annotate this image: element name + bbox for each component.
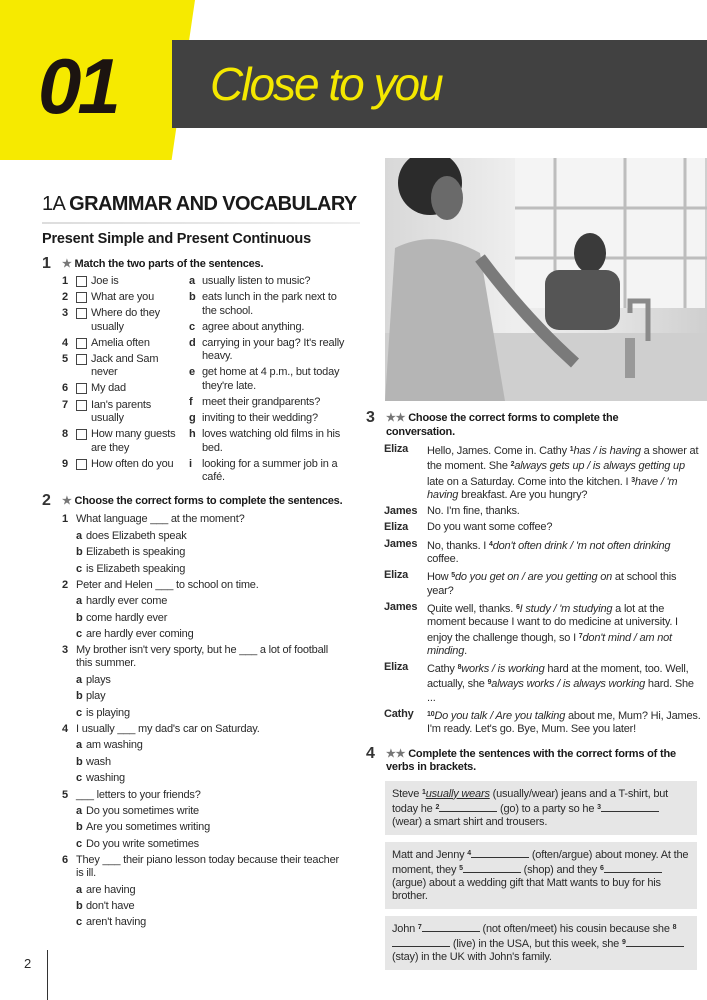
speaker-name: Eliza	[384, 521, 409, 534]
item-superscript: 6	[599, 864, 604, 872]
dialogue-text	[427, 601, 701, 658]
item-superscript: 7	[417, 923, 422, 931]
match-left-item	[62, 291, 182, 305]
option-text: washing	[86, 772, 125, 785]
answer-choice[interactable]: don't often drink / 'm not often drinking	[492, 539, 671, 552]
text: No. I'm fine, thanks.	[427, 505, 520, 518]
question	[62, 513, 347, 526]
text: coffee.	[427, 553, 459, 566]
option-text: come hardly ever	[86, 611, 168, 624]
option-letter: b	[76, 690, 83, 703]
text: about me, Mum? Hi, James. I'm ready. Let's go. Bye, Mum. See you later!	[427, 710, 701, 736]
match-left-item	[62, 307, 182, 334]
item-letter: b	[189, 291, 196, 304]
answer-checkbox[interactable]	[76, 400, 87, 411]
option-letter: b	[76, 611, 83, 624]
speaker-name: James	[384, 537, 418, 550]
instruction-text: Choose the correct forms to complete the conversation.	[386, 412, 619, 438]
option-text: are having	[86, 883, 136, 896]
item-superscript: 1	[422, 788, 426, 796]
item-superscript: 4	[467, 849, 471, 857]
exercise-4-instruction	[386, 748, 676, 775]
item-text: loves watching old films in his bed.	[202, 428, 341, 454]
option-text: don't have	[86, 899, 135, 912]
item-letter: f	[189, 395, 193, 408]
item-text: Amelia often	[91, 336, 150, 349]
option-text: plays	[86, 673, 111, 686]
text: late on a Saturday. Come into the kitchen. I	[427, 475, 632, 488]
text: Hello, James. Come in. Cathy	[427, 445, 570, 457]
text: (stay) in the UK with John's family.	[392, 951, 552, 964]
dialogue-line	[384, 569, 701, 598]
instruction-text: Match the two parts of the sentences.	[74, 258, 264, 270]
item-text: looking for a summer job in a café.	[202, 457, 338, 484]
text: Matt and Jenny	[392, 848, 468, 861]
item-text: How many guests are they	[91, 428, 176, 454]
question	[62, 789, 347, 802]
answer-option[interactable]	[76, 756, 347, 769]
option-letter: c	[76, 706, 82, 719]
question-text: I usually ___ my dad's car on Saturday.	[76, 723, 260, 736]
item-number: 3	[62, 307, 68, 320]
item-text: eats lunch in the park next to the school.	[202, 291, 337, 317]
option-letter: b	[76, 899, 83, 912]
answer-blank[interactable]	[392, 937, 450, 947]
text: a shower at the moment. She	[427, 445, 699, 473]
answer-choice[interactable]: don't mind / am not minding	[427, 631, 672, 657]
match-right-item	[189, 337, 347, 364]
item-superscript: 5	[459, 864, 463, 872]
exercise-3-instruction	[386, 412, 646, 439]
option-letter: a	[76, 804, 82, 817]
answer-choice[interactable]: I study / 'm studying	[519, 602, 613, 615]
answer-checkbox[interactable]	[76, 383, 87, 394]
question-text: My brother isn't very sporty, but he ___ a lot of football this summer.	[76, 644, 328, 670]
question-number: 4	[62, 723, 68, 736]
speaker-name: James	[384, 505, 418, 518]
match-left-item	[62, 337, 182, 351]
section-heading	[42, 193, 357, 216]
question-number: 3	[62, 644, 68, 657]
question-text: Peter and Helen ___ to school on time.	[76, 578, 259, 591]
dialogue-line	[384, 601, 701, 658]
exercise-1-instruction	[62, 258, 347, 272]
question-text: What language ___ at the moment?	[76, 513, 245, 526]
item-letter: d	[189, 336, 196, 349]
item-number: 8	[62, 428, 68, 441]
item-number: 4	[62, 336, 68, 349]
item-letter: g	[189, 412, 196, 425]
item-superscript: 3	[631, 476, 635, 484]
item-text: get home at 4 p.m., but today they're late.	[202, 366, 340, 392]
left-column	[42, 255, 347, 933]
text: hard at the moment, too. Well, actually, she	[427, 663, 689, 691]
option-text: play	[86, 690, 106, 703]
answer-blank[interactable]	[463, 863, 521, 873]
text: (argue) about a wedding gift that Matt wants to buy for his brother.	[392, 877, 661, 903]
item-superscript: 8	[457, 664, 462, 672]
item-superscript: 1	[569, 446, 574, 453]
exercise-1-columns	[62, 275, 347, 487]
answer-option[interactable]	[76, 838, 347, 851]
item-letter: i	[189, 457, 192, 470]
text: a lot at the moment because I want to do medicine at university. I enjoy the challenge though, so I	[427, 602, 678, 644]
item-number: 5	[62, 352, 68, 365]
option-text: are hardly ever coming	[86, 628, 194, 641]
dialogue-text	[427, 443, 701, 502]
exercise-3-number: 3	[366, 409, 375, 426]
difficulty-star-icon: ★	[62, 258, 72, 270]
answer-blank[interactable]	[626, 937, 684, 947]
match-right-item	[189, 291, 347, 318]
difficulty-stars-icon: ★★	[386, 412, 406, 424]
exercise-3-conversation	[384, 443, 701, 740]
item-superscript: 7	[578, 632, 583, 640]
page-margin-line	[47, 950, 48, 1000]
answer-option[interactable]	[76, 707, 347, 720]
answer-checkbox[interactable]	[76, 292, 87, 303]
question-text: They ___ their piano lesson today because their teacher is ill.	[76, 854, 339, 880]
item-text: meet their grandparents?	[202, 395, 321, 408]
item-text: Joe is	[91, 275, 119, 287]
option-letter: c	[76, 772, 82, 785]
option-letter: c	[76, 628, 82, 641]
exercise-1-left-column	[62, 275, 182, 487]
exercise-2-header	[42, 492, 347, 510]
dialogue-line	[384, 538, 701, 567]
text: (go) to a party so he	[497, 802, 598, 815]
question	[62, 579, 347, 592]
item-number: 9	[62, 457, 68, 470]
exercise-1-number: 1	[42, 255, 51, 272]
match-right-item	[189, 275, 347, 289]
answer-choice[interactable]: Do you talk / Are you talking	[434, 710, 566, 723]
item-letter: h	[189, 428, 196, 441]
kitchen-photo	[385, 158, 707, 401]
exercise-2-instruction	[62, 495, 347, 509]
match-right-item	[189, 396, 347, 410]
match-left-item	[62, 458, 182, 472]
answer-option[interactable]	[76, 772, 347, 785]
answer-choice[interactable]: do you get on / are you getting on	[454, 571, 613, 584]
dialogue-text	[427, 708, 701, 737]
section-title: GRAMMAR AND VOCABULARY	[69, 193, 357, 215]
item-superscript: 3	[597, 803, 601, 811]
item-number: 1	[62, 275, 68, 287]
option-text: Are you sometimes writing	[86, 821, 210, 834]
exercise-4-box-2	[385, 842, 697, 909]
match-right-item	[189, 428, 347, 455]
answer-option[interactable]	[76, 563, 347, 576]
question-number: 2	[62, 578, 68, 591]
text: No, thanks. I	[427, 539, 490, 552]
answer-option[interactable]	[76, 690, 347, 703]
dialogue-line	[384, 443, 701, 502]
option-letter: a	[76, 883, 82, 896]
text: (not often/meet) his cousin because she	[479, 922, 673, 935]
option-text: Do you write sometimes	[86, 837, 199, 850]
question-number: 6	[62, 854, 68, 867]
answer-option[interactable]	[76, 884, 347, 897]
text: (usually/wear) jeans and a T-shirt, but today he	[392, 787, 669, 815]
photo-illustration	[385, 158, 707, 401]
match-right-item	[189, 366, 347, 393]
answer-option[interactable]	[76, 628, 347, 641]
exercise-2-questions	[62, 513, 347, 932]
question-number: 5	[62, 788, 68, 801]
right-column	[366, 409, 701, 977]
answer-option[interactable]	[76, 805, 347, 818]
answer-option[interactable]	[76, 821, 347, 834]
answer-option[interactable]	[76, 739, 347, 752]
item-text: Jack and Sam never	[91, 352, 159, 379]
text: .	[464, 644, 467, 657]
dialogue-text	[427, 569, 701, 598]
match-left-item	[62, 399, 182, 426]
text: (often/argue) about money. At the moment, they	[392, 848, 689, 876]
answer-option[interactable]	[76, 595, 347, 608]
item-text: What are you	[91, 291, 155, 304]
option-letter: c	[76, 562, 82, 575]
dialogue-text	[427, 538, 701, 567]
exercise-4-box-1	[385, 781, 697, 835]
page-number: 2	[24, 956, 32, 971]
item-superscript: 2	[510, 461, 515, 469]
item-letter: c	[189, 320, 195, 333]
text: (wear) a smart shirt and trousers.	[392, 816, 548, 829]
match-right-item	[189, 321, 347, 335]
difficulty-stars-icon: ★★	[386, 747, 406, 760]
option-letter: b	[76, 546, 83, 559]
match-right-item	[189, 412, 347, 426]
example-answer: usually wears	[425, 787, 490, 800]
item-superscript: 9	[621, 939, 626, 947]
item-text: usually listen to music?	[202, 275, 311, 287]
answer-checkbox[interactable]	[76, 459, 87, 470]
speaker-name: Eliza	[384, 661, 409, 674]
answer-blank[interactable]	[604, 863, 662, 873]
answer-choice[interactable]: works / is working	[461, 663, 545, 676]
question	[62, 723, 347, 736]
speaker-name: James	[384, 600, 418, 613]
question-number: 1	[62, 513, 68, 526]
item-text: Ian's parents usually	[91, 398, 152, 425]
item-number: 2	[62, 291, 68, 304]
exercise-4-number: 4	[366, 744, 375, 762]
item-text: My dad	[91, 382, 126, 395]
question-text: ___ letters to your friends?	[76, 788, 201, 801]
speaker-name: Cathy	[384, 708, 414, 721]
text: How	[427, 571, 452, 584]
answer-option[interactable]	[76, 546, 347, 559]
option-letter: a	[76, 595, 82, 608]
item-superscript: 4	[489, 540, 493, 548]
item-superscript: 8	[672, 923, 677, 931]
option-letter: a	[76, 529, 82, 542]
answer-choice[interactable]: always gets up / is always getting up	[514, 460, 685, 473]
answer-blank[interactable]	[601, 802, 659, 812]
answer-blank[interactable]	[422, 922, 480, 932]
answer-checkbox[interactable]	[76, 354, 87, 365]
text: Quite well, thanks.	[427, 602, 516, 615]
option-text: hardly ever come	[86, 595, 168, 608]
match-left-item	[62, 382, 182, 396]
question	[62, 644, 347, 670]
section-divider	[42, 222, 360, 224]
text: hard. She ...	[427, 678, 694, 704]
option-letter: b	[76, 821, 83, 834]
exercise-4-boxes	[366, 781, 701, 977]
text: at school this year?	[427, 571, 677, 597]
exercise-1-right-column	[189, 275, 347, 487]
section-code: 1A	[42, 193, 65, 215]
answer-checkbox[interactable]	[76, 276, 87, 287]
option-text: Elizabeth is speaking	[86, 546, 186, 559]
instruction-text: Complete the sentences with the correct forms of the verbs in brackets.	[386, 747, 676, 774]
match-left-item	[62, 275, 182, 289]
match-left-item	[62, 428, 182, 455]
item-text: carrying in your bag? It's really heavy.	[202, 336, 345, 363]
option-letter: c	[76, 837, 82, 850]
dialogue-text	[427, 505, 520, 518]
unit-title: Close to you	[210, 58, 442, 110]
answer-choice[interactable]: have / 'm having	[427, 475, 678, 501]
item-superscript: 2	[435, 803, 440, 811]
question	[62, 854, 347, 880]
instruction-text: Choose the correct forms to complete the sentences.	[74, 495, 343, 508]
answer-checkbox[interactable]	[76, 429, 87, 440]
option-text: am washing	[86, 739, 143, 752]
option-text: aren't having	[86, 916, 147, 929]
item-superscript: 5	[451, 572, 455, 580]
dialogue-line	[384, 505, 701, 518]
item-text: inviting to their wedding?	[202, 412, 318, 425]
text: Cathy	[427, 663, 458, 676]
option-text: wash	[86, 755, 111, 768]
exercise-4-header	[366, 744, 701, 775]
speaker-name: Eliza	[384, 569, 409, 582]
answer-checkbox[interactable]	[76, 338, 87, 349]
dialogue-text	[427, 661, 701, 705]
item-letter: e	[189, 366, 195, 379]
item-letter: a	[189, 275, 195, 287]
item-text: How often do you	[91, 457, 174, 470]
answer-option[interactable]	[76, 530, 347, 543]
dialogue-line	[384, 661, 701, 705]
text: Do you want some coffee?	[427, 521, 553, 534]
text: (live) in the USA, but this week, she	[450, 938, 622, 951]
exercise-3-header	[366, 409, 701, 439]
speaker-name: Eliza	[384, 443, 409, 455]
answer-blank[interactable]	[439, 802, 497, 812]
answer-blank[interactable]	[471, 848, 529, 858]
text: Steve	[392, 787, 422, 800]
answer-option[interactable]	[76, 674, 347, 687]
answer-choice[interactable]: has / is having	[573, 445, 641, 457]
dialogue-line	[384, 521, 701, 534]
answer-option[interactable]	[76, 916, 347, 929]
answer-checkbox[interactable]	[76, 308, 87, 319]
item-superscript: 6	[515, 603, 520, 611]
text: breakfast. Are you hungry?	[458, 488, 588, 501]
answer-choice[interactable]: always works / is always working	[491, 678, 646, 691]
unit-number: 01	[38, 42, 117, 130]
exercise-4-box-3	[385, 916, 697, 970]
item-text: Where do they usually	[91, 307, 160, 333]
text: (shop) and they	[520, 863, 600, 876]
difficulty-star-icon: ★	[62, 495, 72, 508]
exercise-2-number: 2	[42, 492, 51, 510]
dialogue-line	[384, 708, 701, 737]
answer-option[interactable]	[76, 900, 347, 913]
option-letter: c	[76, 916, 82, 929]
item-number: 7	[62, 398, 68, 411]
item-superscript: 10	[427, 711, 435, 719]
grammar-subheading: Present Simple and Present Continuous	[42, 231, 311, 247]
option-text: is Elizabeth speaking	[86, 562, 186, 575]
text: John	[392, 922, 418, 935]
item-number: 6	[62, 382, 68, 395]
item-superscript: 9	[487, 679, 492, 687]
option-letter: a	[76, 673, 82, 686]
match-left-item	[62, 353, 182, 380]
exercise-1-header	[42, 255, 347, 272]
item-text: agree about anything.	[202, 320, 305, 333]
option-text: is playing	[86, 706, 130, 719]
match-right-item	[189, 458, 347, 485]
option-letter: a	[76, 739, 82, 752]
dialogue-text	[427, 521, 552, 534]
option-text: does Elizabeth speak	[86, 529, 187, 542]
option-letter: b	[76, 755, 83, 768]
answer-option[interactable]	[76, 612, 347, 625]
option-text: Do you sometimes write	[86, 804, 199, 817]
